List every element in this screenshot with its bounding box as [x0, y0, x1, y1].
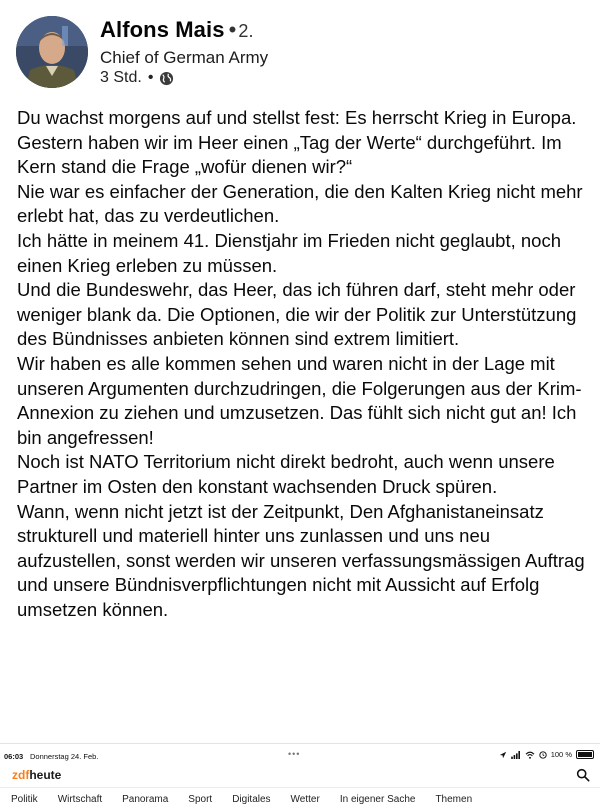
- post-paragraph: Nie war es einfacher der Generation, die den Kalten Krieg nicht mehr erlebt hat, das zu verdeutlichen.: [17, 180, 583, 227]
- post-time[interactable]: 3 Std.: [100, 69, 142, 86]
- author-name[interactable]: Alfons Mais: [100, 17, 225, 42]
- post-paragraph: Und die Bundeswehr, das Heer, das ich führen darf, steht mehr oder weniger blank da. Die Optionen, die wir der Politik zur Unterstützung des Bündnisses anbieten können sind extrem limitiert.: [17, 279, 577, 350]
- post-paragraph: Gestern haben wir im Heer einen „Tag der Werte“ durchgeführt. Im Kern stand die Frage „wofür dienen wir?“: [17, 131, 562, 178]
- zdf-category-nav: [0, 787, 600, 812]
- battery-icon: [576, 750, 594, 759]
- author-avatar[interactable]: [16, 16, 88, 88]
- connection-degree: 2.: [238, 21, 254, 41]
- location-icon: [499, 751, 507, 759]
- globe-icon: [159, 71, 174, 86]
- status-date: Donnerstag 24. Feb.: [30, 752, 99, 761]
- device-status-bar: [0, 743, 600, 766]
- battery-percent: 100 %: [550, 750, 572, 759]
- status-time: 06:03: [4, 752, 24, 761]
- post-paragraph: Wir haben es alle kommen sehen und waren nicht in der Lage mit unseren Argumenten durchzudringen, die Folgerungen aus der Krim-Annexion zu ziehen und umzusetzen. Das fühlt sich nicht gut an! Ich bin angefressen!: [17, 352, 582, 448]
- post-paragraph: Du wachst morgens auf und stellst fest: Es herrscht Krieg in Europa.: [17, 107, 577, 128]
- status-indicators: [499, 750, 594, 759]
- meta-separator: •: [147, 69, 154, 86]
- signal-icon: [511, 751, 521, 759]
- nav-item-wirtschaft[interactable]: Wirtschaft: [57, 794, 103, 805]
- author-name-line: [100, 17, 254, 43]
- multitask-dots-icon[interactable]: •••: [288, 749, 301, 759]
- author-role: Chief of German Army: [100, 48, 269, 67]
- nav-item-sport[interactable]: Sport: [188, 794, 213, 805]
- nav-item-panorama[interactable]: Panorama: [122, 794, 169, 805]
- post-paragraph: Wann, wenn nicht jetzt ist der Zeitpunkt, Den Afghanistaneinsatz strukturell und materiell hinter uns zunlassen und uns neu aufzustellen, sonst werden wir unseren verfassungsmässigen Auftrag und unsere Bündnisverpflichtungen nicht mit Aussicht auf Erfolg umsetzen können.: [17, 500, 585, 620]
- nav-item-themen[interactable]: Themen: [435, 794, 473, 805]
- post-meta: [100, 69, 174, 87]
- zdf-header: [0, 765, 600, 787]
- nav-item-in-eigener-sache[interactable]: In eigener Sache: [339, 794, 416, 805]
- search-icon[interactable]: [576, 768, 590, 782]
- post-paragraph: Ich hätte in meinem 41. Dienstjahr im Frieden nicht geglaubt, noch einen Krieg erleben zu müssen.: [17, 229, 561, 276]
- wifi-icon: [525, 751, 535, 759]
- alarm-icon: [539, 751, 547, 759]
- nav-item-wetter[interactable]: Wetter: [290, 794, 320, 805]
- nav-item-politik[interactable]: Politik: [11, 794, 38, 805]
- post-body: [17, 106, 589, 622]
- zdf-heute-logo[interactable]: zdfheute: [12, 768, 62, 782]
- name-separator: •: [228, 17, 237, 42]
- post-paragraph: Noch ist NATO Territorium nicht direkt bedroht, auch wenn unsere Partner im Osten den konstant wachsenden Druck spüren.: [17, 451, 555, 497]
- nav-item-digitales[interactable]: Digitales: [232, 794, 271, 805]
